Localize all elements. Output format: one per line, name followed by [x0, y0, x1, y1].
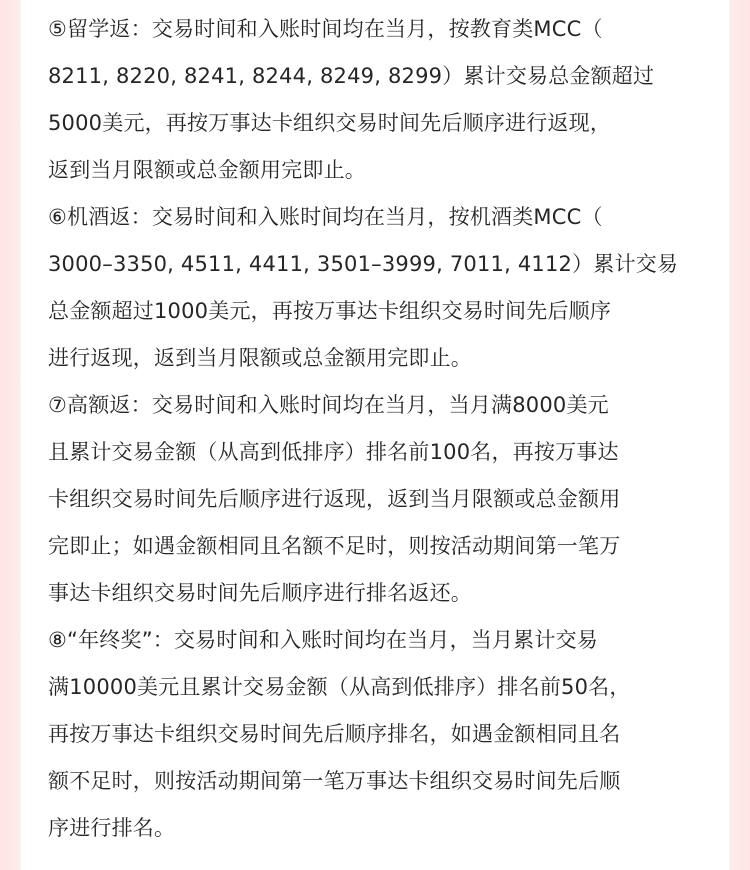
rule-line: 卡组织交易时间先后顺序进行返现，返到当月限额或总金额用 — [48, 487, 621, 511]
rule-line: ⑧“年终奖”：交易时间和入账时间均在当月，当月累计交易 — [48, 628, 598, 652]
rule-line: 额不足时，则按活动期间第一笔万事达卡组织交易时间先后顺 — [48, 769, 621, 793]
rule-line: 进行返现，返到当月限额或总金额用完即止。 — [48, 346, 472, 370]
rule-flight-hotel-cashback — [48, 194, 718, 382]
rules-content — [48, 6, 718, 852]
rule-line: 3000–3350, 4511, 4411, 3501–3999, 7011, 4112）累计交易 — [48, 252, 679, 276]
rule-line: 事达卡组织交易时间先后顺序进行排名返还。 — [48, 581, 472, 605]
rule-line: 序进行排名。 — [48, 816, 176, 840]
rule-line: 8211, 8220, 8241, 8244, 8249, 8299）累计交易总金额超过 — [48, 64, 655, 88]
rule-line: 且累计交易金额（从高到低排序）排名前100名，再按万事达 — [48, 440, 619, 464]
rule-study-abroad-cashback — [48, 6, 718, 194]
rule-high-amount-cashback — [48, 382, 718, 617]
rule-year-end-bonus — [48, 617, 718, 852]
rule-line: ⑥机酒返：交易时间和入账时间均在当月，按机酒类MCC（ — [48, 205, 603, 229]
rule-line: 完即止；如遇金额相同且名额不足时，则按活动期间第一笔万 — [48, 534, 621, 558]
rule-line: ⑤留学返：交易时间和入账时间均在当月，按教育类MCC（ — [48, 17, 603, 41]
rule-line: ⑦高额返：交易时间和入账时间均在当月，当月满8000美元 — [48, 393, 609, 417]
rule-line: 总金额超过1000美元，再按万事达卡组织交易时间先后顺序 — [48, 299, 612, 323]
rule-line: 再按万事达卡组织交易时间先后顺序排名，如遇金额相同且名 — [48, 722, 621, 746]
rule-line: 返到当月限额或总金额用完即止。 — [48, 158, 366, 182]
rule-line: 满10000美元且累计交易金额（从高到低排序）排名前50名， — [48, 675, 631, 699]
rule-line: 5000美元，再按万事达卡组织交易时间先后顺序进行返现， — [48, 111, 612, 135]
